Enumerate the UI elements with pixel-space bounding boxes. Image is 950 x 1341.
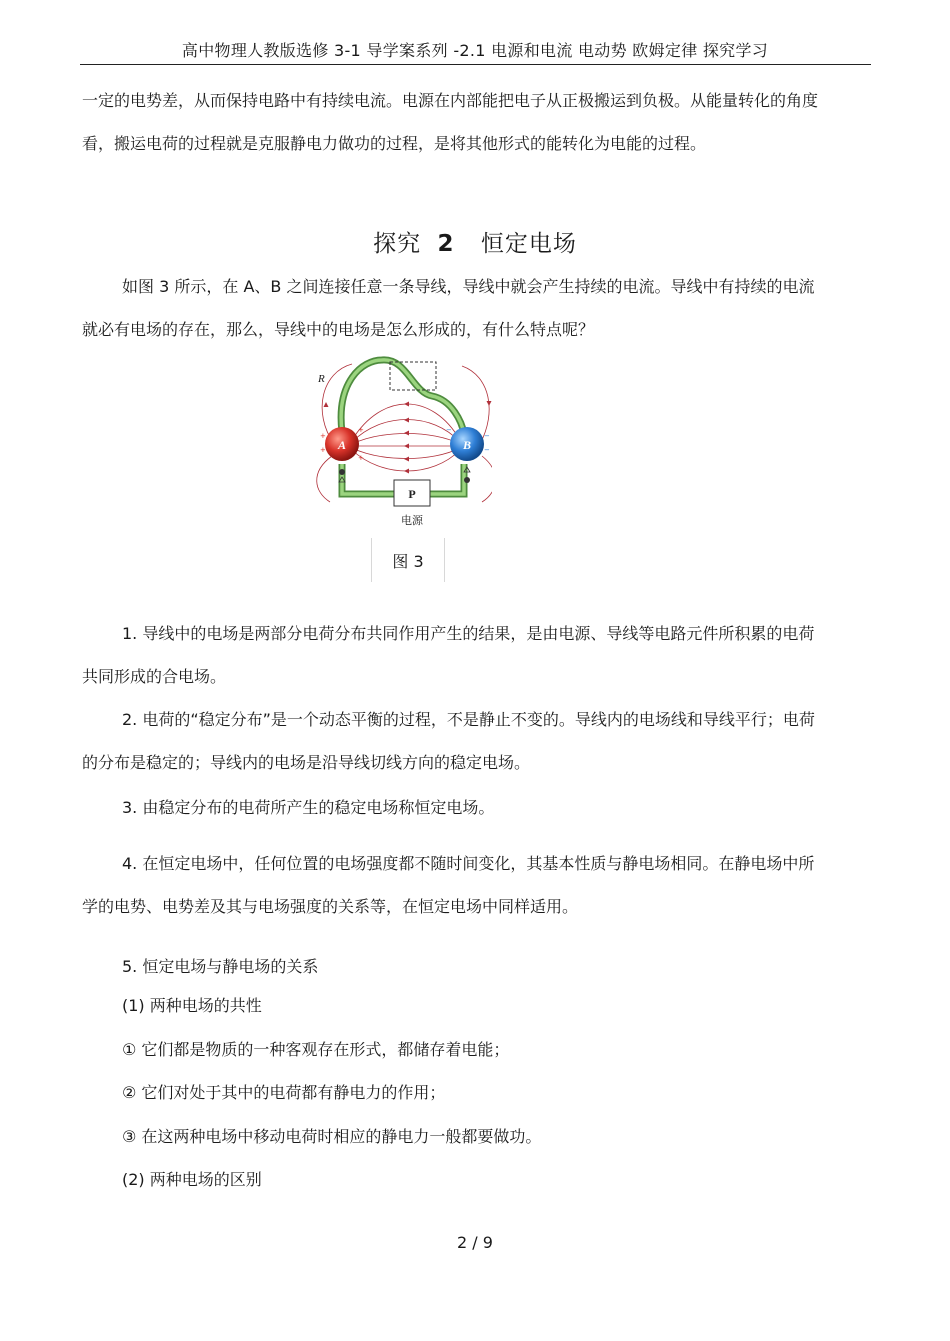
point-5: 5. 恒定电场与静电场的关系	[122, 957, 319, 976]
section-heading	[0, 225, 950, 258]
commonality-1: ① 它们都是物质的一种客观存在形式，都储存着电能；	[122, 1040, 510, 1059]
source-label: 电源	[401, 514, 423, 527]
point-3: 3. 由稳定分布的电荷所产生的稳定电场称恒定电场。	[122, 798, 495, 817]
commonality-3: ③ 在这两种电场中移动电荷时相应的静电力一般都要做功。	[122, 1127, 542, 1146]
label-r: R	[318, 373, 325, 385]
svg-text:−: −	[484, 446, 490, 454]
page-number: 2 / 9	[457, 1233, 493, 1252]
label-b: B	[462, 438, 472, 452]
commonality-2: ② 它们对处于其中的电荷都有静电力的作用；	[122, 1083, 446, 1102]
svg-text:−: −	[484, 432, 490, 440]
point-2: 2. 电荷的“稳定分布”是一个动态平衡的过程，不是静止不变的。导线内的电场线和导线平行；电荷的分布是稳定的；导线内的电场是沿导线切线方向的稳定电场。	[82, 710, 815, 772]
svg-text:+: +	[358, 454, 364, 462]
section-prefix: 探究	[373, 231, 422, 257]
intro-paragraph: 一定的电势差，从而保持电路中有持续电流。电源在内部能把电子从正极搬运到负极。从能量转化的角度看，搬运电荷的过程就是克服静电力做功的过程，是将其他形式的能转化为电能的过程。	[82, 91, 819, 153]
svg-text:−: −	[446, 426, 452, 434]
label-p: P	[408, 487, 416, 501]
sub-heading-differences: (2) 两种电场的区别	[122, 1170, 262, 1189]
question-paragraph: 如图 3 所示，在 A、B 之间连接任意一条导线，导线中就会产生持续的电流。导线中有持续的电流就必有电场的存在，那么，导线中的电场是怎么形成的，有什么特点呢？	[82, 277, 815, 339]
figure-caption: 图 3	[392, 551, 424, 571]
page-header: 高中物理人教版选修 3-1 导学案系列 -2.1 电源和电流 电动势 欧姆定律 探究学习	[181, 41, 769, 60]
svg-text:+: +	[320, 432, 326, 440]
circuit-diagram	[312, 352, 492, 530]
svg-text:+: +	[358, 426, 364, 434]
label-a: A	[337, 438, 347, 452]
section-title: 恒定电场	[480, 231, 577, 257]
section-number: 2	[437, 231, 455, 257]
circuit-figure	[312, 352, 492, 530]
svg-text:+: +	[320, 446, 326, 454]
point-1: 1. 导线中的电场是两部分电荷分布共同作用产生的结果，是由电源、导线等电路元件所积累的电荷共同形成的合电场。	[82, 624, 815, 686]
sub-heading-commonalities: (1) 两种电场的共性	[122, 996, 262, 1015]
point-4: 4. 在恒定电场中，任何位置的电场强度都不随时间变化，其基本性质与静电场相同。在静电场中所学的电势、电势差及其与电场强度的关系等，在恒定电场中同样适用。	[82, 854, 815, 916]
figure-caption-box	[371, 538, 445, 582]
header-divider	[80, 64, 871, 65]
